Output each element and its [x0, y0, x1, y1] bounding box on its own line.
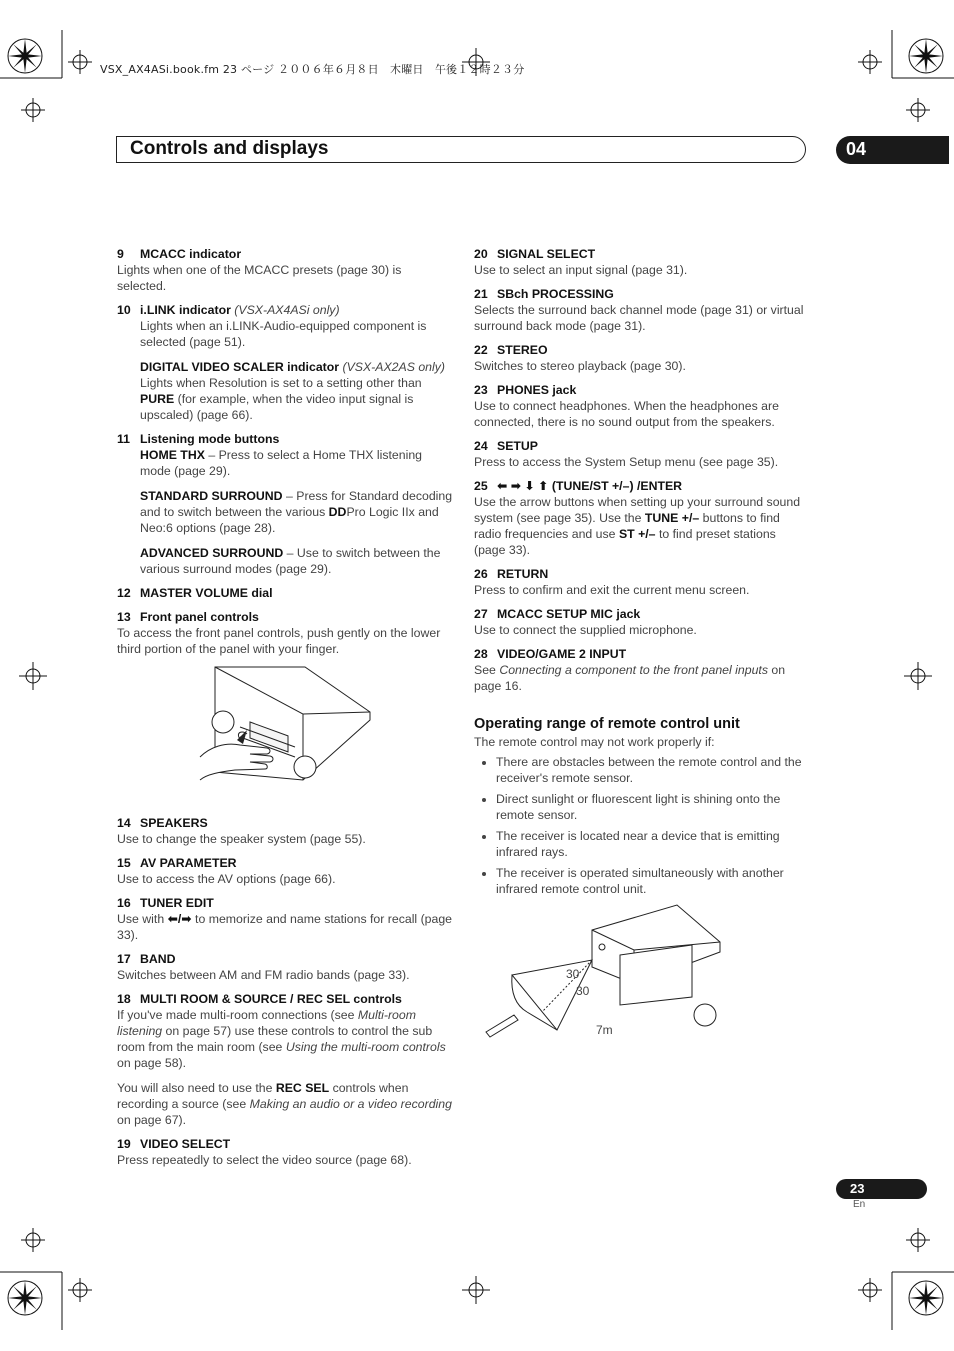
distance-label: 7m: [596, 1023, 613, 1037]
page-number: 23: [850, 1181, 865, 1196]
item-10: 10 i.LINK indicator (VSX-AX4ASi only) Lights when an i.LINK-Audio-equipped component is selected (page 51). DIGITAL VIDEO SCALER indicator (VSX-AX2AS only) Lights when Resolution is set to a setting other than PURE (for example, when the video input signal is upscaled) (page 66).: [117, 303, 445, 422]
angle-label-2: 30: [576, 984, 590, 998]
item-18: 18 MULTI ROOM & SOURCE / REC SEL controls If you've made multi-room connections (see Multi-room listening on page 57) use these controls to control the sub room from the main room (see Using the multi-room controls on page 58). You will also need to use the REC SEL controls when recording a source (see Making an audio or a video recording on page 67).: [117, 992, 452, 1127]
item-21: 21 SBch PROCESSING Selects the surround back channel mode (page 31) or virtual surround back mode (page 31).: [474, 287, 804, 333]
item-20: 20 SIGNAL SELECT Use to select an input signal (page 31).: [474, 247, 688, 277]
remote-range-intro: The remote control may not work properly if:: [474, 735, 715, 749]
item-13: 13 Front panel controls To access the front panel controls, push gently on the lower third portion of the panel with your finger.: [117, 610, 441, 656]
item-12: 12 MASTER VOLUME dial: [117, 586, 273, 600]
list-item: • The receiver is operated simultaneously with another infrared remote control unit.: [496, 865, 808, 897]
right-column: [474, 246, 808, 902]
item-11: 11 Listening mode buttons HOME THX – Press to select a Home THX listening mode (page 29). STANDARD SURROUND – Press for Standard decoding and to switch between the various DDPro Logic IIx and Neo:6 options (page 28). ADVANCED SURROUND – Use to switch between the various surround modes (page 29).: [117, 432, 453, 576]
arrow-buttons-icon: ⬅ ➡ ⬇ ⬆: [497, 479, 549, 493]
list-item: • There are obstacles between the remote control and the receiver's remote sensor.: [496, 754, 808, 786]
item-16: 16 TUNER EDIT Use with ⬅/➡ to memorize and name stations for recall (page 33).: [117, 896, 453, 942]
page-language: En: [853, 1199, 866, 1210]
file-header: VSX_AX4ASi.book.fm 23 ページ ２００６年６月８日 木曜日 午後１２時２３分: [100, 63, 525, 76]
list-item: • Direct sunlight or fluorescent light is shining onto the remote sensor.: [496, 791, 808, 823]
list-item: • The receiver is located near a device that is emitting infrared rays.: [496, 828, 808, 860]
item-22: 22 STEREO Switches to stereo playback (page 30).: [474, 343, 686, 373]
front-panel-illustration: [195, 662, 375, 792]
item-26: 26 RETURN Press to confirm and exit the current menu screen.: [474, 567, 750, 597]
remote-range-list: [474, 754, 808, 897]
left-right-arrow-icon: ⬅/➡: [167, 912, 192, 926]
item-24: 24 SETUP Press to access the System Setup menu (see page 35).: [474, 439, 779, 469]
remote-range-heading: Operating range of remote control unit: [474, 716, 740, 732]
item-19: 19 VIDEO SELECT Press repeatedly to select the video source (page 68).: [117, 1137, 412, 1167]
angle-label-1: 30: [566, 967, 580, 981]
item-23: 23 PHONES jack Use to connect headphones. When the headphones are connected, there is no sound output from the speakers.: [474, 383, 779, 429]
item-17: 17 BAND Switches between AM and FM radio bands (page 33).: [117, 952, 410, 982]
remote-range-illustration: [482, 902, 722, 1044]
item-9: 9 MCACC indicator Lights when one of the MCACC presets (page 30) is selected.: [117, 247, 402, 293]
chapter-number: 04: [846, 139, 867, 159]
page-title: Controls and displays: [130, 138, 329, 159]
item-15: 15 AV PARAMETER Use to access the AV options (page 66).: [117, 856, 336, 886]
item-27: 27 MCACC SETUP MIC jack Use to connect the supplied microphone.: [474, 607, 697, 637]
dolby-logo: DD: [328, 505, 347, 519]
item-28: 28 VIDEO/GAME 2 INPUT See Connecting a component to the front panel inputs on page 16.: [474, 647, 786, 693]
item-25: 25 ⬅ ➡ ⬇ ⬆ (TUNE/ST +/–) /ENTER Use the arrow buttons when setting up your surround sound system (see page 35). Use the TUNE +/– buttons to find radio frequencies and use ST +/– to find preset stations (page 33).: [474, 479, 801, 557]
item-14: 14 SPEAKERS Use to change the speaker system (page 55).: [117, 816, 366, 846]
